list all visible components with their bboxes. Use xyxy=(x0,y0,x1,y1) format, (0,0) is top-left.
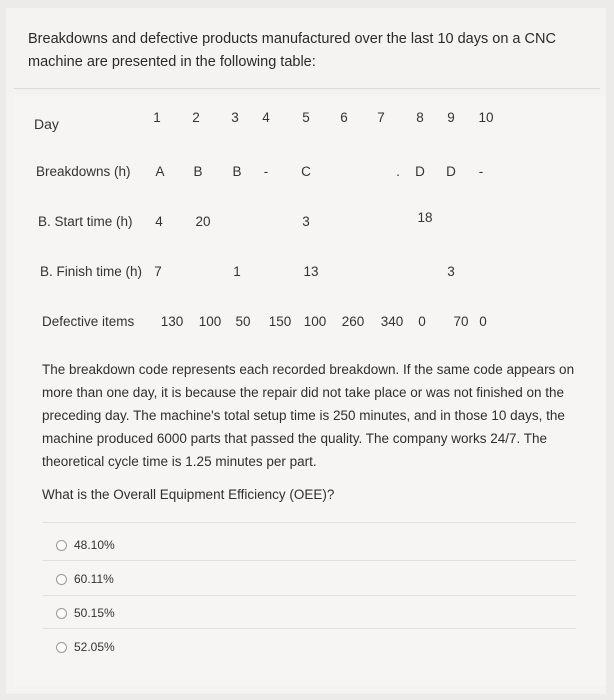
option-label: 52.05% xyxy=(74,640,115,654)
defective-cell: 0 xyxy=(479,314,487,329)
breakdown-cell: B xyxy=(232,164,242,179)
breakdown-cell: A xyxy=(155,164,165,179)
answer-option-4[interactable] xyxy=(56,637,115,657)
option-label: 60.11% xyxy=(74,572,114,586)
day-cell: 8 xyxy=(416,110,424,125)
breakdown-cell: - xyxy=(478,164,484,179)
finish-time-cell: 13 xyxy=(303,264,319,279)
radio-button[interactable] xyxy=(56,608,67,619)
finish-time-label: B. Finish time (h) xyxy=(40,264,143,279)
breakdown-cell: D xyxy=(446,164,456,179)
defective-cell: 150 xyxy=(268,314,292,329)
day-cell: 3 xyxy=(231,110,239,125)
divider xyxy=(42,522,576,523)
day-cell: 2 xyxy=(192,110,200,125)
breakdown-cell: - xyxy=(263,164,269,179)
radio-button[interactable] xyxy=(56,540,67,551)
radio-button[interactable] xyxy=(56,574,67,585)
day-cell: 1 xyxy=(153,110,161,125)
day-label: Day xyxy=(34,116,59,132)
defective-label: Defective items xyxy=(42,314,135,329)
divider xyxy=(14,88,600,89)
defective-cell: 130 xyxy=(160,314,184,329)
question-prompt: What is the Overall Equipment Efficiency (OEE)? xyxy=(42,487,335,502)
day-cell: 5 xyxy=(302,110,310,125)
start-time-cell: 18 xyxy=(417,210,433,225)
start-time-cell: 20 xyxy=(195,214,211,229)
defective-cell: 340 xyxy=(380,314,404,329)
defective-cell: 100 xyxy=(198,314,222,329)
defective-cell: 100 xyxy=(303,314,327,329)
breakdown-cell: C xyxy=(301,164,311,179)
breakdown-cell: . xyxy=(396,164,400,179)
intro-text: Breakdowns and defective products manufactured over the last 10 days on a CNC machine are presented in the following table: xyxy=(28,31,556,70)
radio-button[interactable] xyxy=(56,642,67,653)
day-cell: 6 xyxy=(340,110,348,125)
start-time-cell: 3 xyxy=(302,214,310,229)
defective-cell: 0 xyxy=(418,314,426,329)
option-label: 48.10% xyxy=(74,538,115,552)
divider xyxy=(42,628,576,629)
question-text: The breakdown code represents each recorded breakdown. If the same code appears on more than one day, it is because the repair did not take place or was not finished on the preceding day. The machine's total setup time is 250 minutes, and in those 10 days, the machine produced 6000 parts that passed the quality. The company works 24/7. The theoretical cycle time is 1.25 minutes per part. xyxy=(42,362,575,469)
breakdown-cell: D xyxy=(415,164,425,179)
finish-time-cell: 1 xyxy=(233,264,241,279)
day-cell: 10 xyxy=(478,110,494,125)
day-cell: 9 xyxy=(447,110,455,125)
defective-cell: 70 xyxy=(453,314,469,329)
finish-time-cell: 7 xyxy=(154,264,162,279)
divider xyxy=(42,560,576,561)
start-time-cell: 4 xyxy=(155,214,163,229)
day-cell: 7 xyxy=(377,110,385,125)
option-label: 50.15% xyxy=(74,606,115,620)
divider xyxy=(42,595,576,596)
finish-time-cell: 3 xyxy=(447,264,455,279)
defective-cell: 260 xyxy=(341,314,365,329)
defective-cell: 50 xyxy=(235,314,251,329)
answer-option-2[interactable] xyxy=(56,569,114,589)
breakdowns-label: Breakdowns (h) xyxy=(36,164,131,179)
breakdown-cell: B xyxy=(193,164,203,179)
start-time-label: B. Start time (h) xyxy=(38,214,133,229)
answer-option-1[interactable] xyxy=(56,535,115,555)
answer-option-3[interactable] xyxy=(56,603,115,623)
day-cell: 4 xyxy=(262,110,270,125)
